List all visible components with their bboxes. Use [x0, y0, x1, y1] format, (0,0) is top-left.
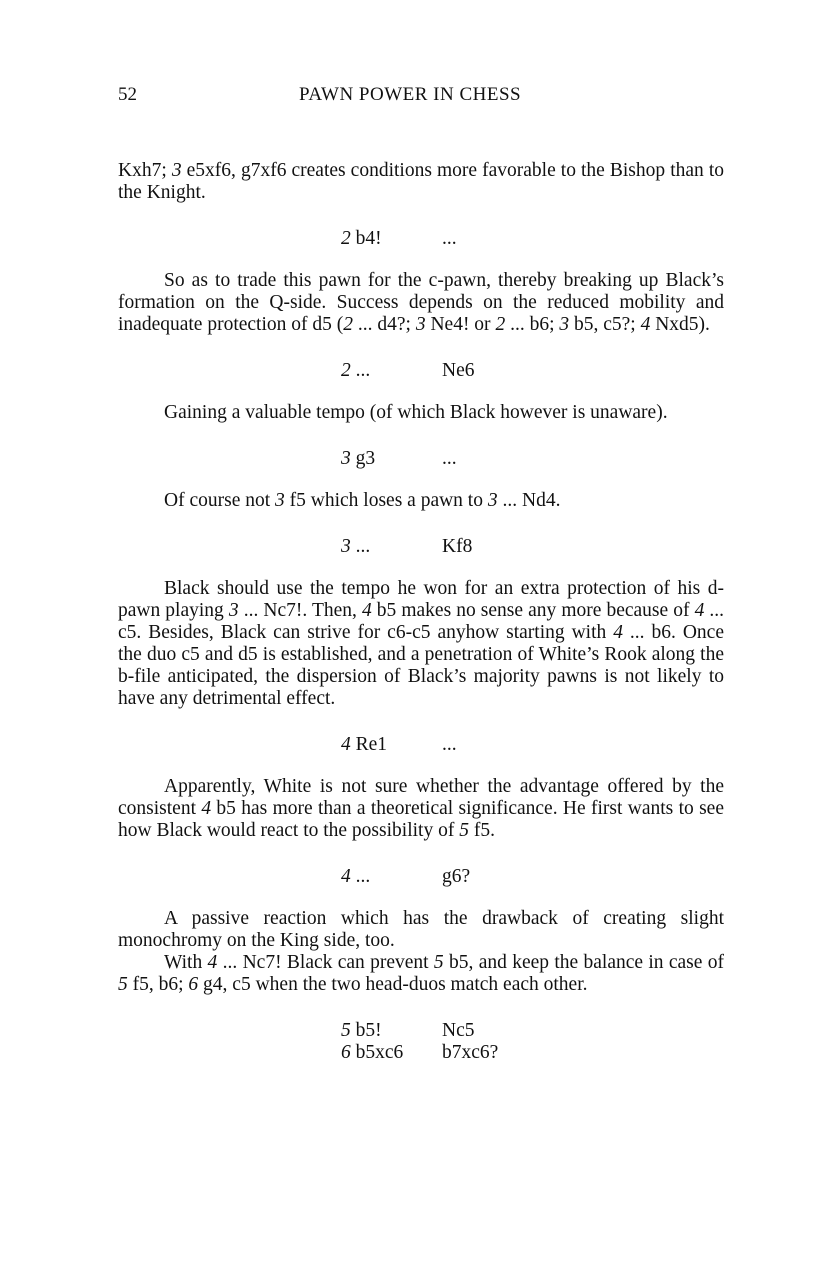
text-run: f5, b6;	[127, 974, 189, 995]
text-run: Apparently, White is not sure whether the advantage offered by the consistent	[118, 776, 724, 819]
move-number: 4	[201, 798, 212, 819]
move-number: 4	[207, 952, 218, 973]
move-number: 4	[613, 622, 623, 643]
move-number: 6	[188, 974, 199, 995]
move-line	[118, 734, 724, 756]
text-run: So as to trade this pawn for the c-pawn, thereby breaking up Black’s formation on the Q-side. Success depends on the reduced mobility and inadequate protection of d5 (	[118, 270, 724, 335]
spacer	[118, 336, 724, 360]
spacer	[118, 204, 724, 228]
text-run: ... c5. Besides, Black can strive for c6-c5 anyhow starting with	[118, 600, 725, 643]
white-move-text: b5!	[350, 1020, 382, 1041]
spacer	[118, 382, 724, 402]
white-move-text: ...	[350, 360, 371, 381]
move-line	[118, 866, 724, 888]
white-move	[341, 866, 370, 888]
move-number: 3	[275, 490, 285, 511]
text-run: A passive reaction which has the drawback of creating slight monochromy on the King side, too.	[118, 908, 724, 951]
text-run: Kxh7;	[118, 160, 172, 181]
white-move	[341, 228, 382, 250]
text-run: f5 which loses a pawn to	[284, 490, 488, 511]
move-number: 5	[459, 820, 469, 841]
text-run: ... b6;	[505, 314, 560, 335]
text-run: Black should use the tempo he won for an extra protection of his d-pawn playing	[118, 578, 724, 621]
black-move: Kf8	[442, 536, 473, 557]
move-line	[118, 536, 724, 558]
white-move-text: ...	[350, 866, 371, 887]
text-run: b5, and keep the balance in case of	[443, 952, 724, 973]
text-run: ... Nc7! Black can prevent	[217, 952, 434, 973]
black-move: ...	[442, 448, 457, 469]
page-header	[0, 84, 840, 110]
commentary-paragraph	[118, 908, 724, 952]
move-line	[118, 228, 724, 250]
spacer	[118, 424, 724, 448]
white-move	[341, 1020, 382, 1042]
move-number: 3	[341, 536, 351, 557]
black-move: Ne6	[442, 360, 475, 381]
spacer	[118, 842, 724, 866]
spacer	[118, 250, 724, 270]
commentary-paragraph	[118, 578, 724, 710]
commentary-paragraph	[118, 270, 724, 336]
black-move: g6?	[442, 866, 471, 887]
spacer	[118, 996, 724, 1020]
running-title: PAWN POWER IN CHESS	[299, 84, 522, 105]
move-number: 2	[341, 360, 351, 381]
white-move-text: g3	[350, 448, 376, 469]
white-move-text: ...	[350, 536, 371, 557]
text-run: ... b6. Once the duo c5 and d5 is established, and a penetration of White’s Rook along the b-file anticipated, the dispersion of Black’s majority pawns is not likely to have any detrimental effect.	[118, 622, 724, 709]
spacer	[118, 558, 724, 578]
white-move-text: b5xc6	[350, 1042, 404, 1063]
spacer	[118, 756, 724, 776]
text-run: f5.	[468, 820, 495, 841]
move-number: 4	[341, 866, 351, 887]
black-move: Nc5	[442, 1020, 475, 1041]
commentary-paragraph	[118, 776, 724, 842]
white-move-text: Re1	[350, 734, 388, 755]
move-number: 5	[341, 1020, 351, 1041]
commentary-paragraph	[118, 160, 724, 204]
commentary-paragraph	[118, 952, 724, 996]
move-number: 4	[361, 600, 372, 621]
body-text	[118, 160, 724, 1064]
text-run: Of course not	[164, 490, 276, 511]
move-line	[118, 1020, 724, 1042]
move-number: 2	[341, 228, 351, 249]
move-number: 3	[487, 490, 498, 511]
text-run: g4, c5 when the two head-duos match each other.	[198, 974, 588, 995]
spacer	[118, 888, 724, 908]
move-number: 3	[415, 314, 426, 335]
text-run: b5 has more than a theoretical significance. He first wants to see how Black would react to the possibility of	[118, 798, 724, 841]
move-line	[118, 1042, 724, 1064]
text-run: e5xf6, g7xf6 creates conditions more favorable to the Bishop than to the Knight.	[118, 160, 724, 203]
text-run: ... Nd4.	[497, 490, 561, 511]
move-line	[118, 360, 724, 382]
black-move: b7xc6?	[442, 1042, 499, 1063]
spacer	[118, 710, 724, 734]
move-number: 3	[341, 448, 351, 469]
move-number: 3	[228, 600, 239, 621]
move-number: 5	[118, 974, 128, 995]
spacer	[118, 512, 724, 536]
spacer	[118, 470, 724, 490]
move-number: 4	[694, 600, 705, 621]
white-move	[341, 536, 370, 558]
text-run: With	[164, 952, 208, 973]
move-number: 2	[495, 314, 506, 335]
text-run: b5, c5?;	[569, 314, 641, 335]
white-move-text: b4!	[350, 228, 382, 249]
text-run: ... Nc7!. Then,	[238, 600, 362, 621]
move-line	[118, 448, 724, 470]
move-number: 6	[341, 1042, 351, 1063]
white-move	[341, 734, 387, 756]
commentary-paragraph	[118, 402, 724, 424]
move-number: 3	[171, 160, 182, 181]
text-run: b5 makes no sense any more because of	[371, 600, 695, 621]
white-move	[341, 448, 375, 470]
black-move: ...	[442, 734, 457, 755]
text-run: Gaining a valuable tempo (of which Black however is unaware).	[164, 402, 668, 423]
move-number: 2	[343, 314, 353, 335]
move-number: 4	[341, 734, 351, 755]
white-move	[341, 1042, 403, 1064]
page-number: 52	[118, 84, 137, 105]
text-run: Nxd5).	[650, 314, 710, 335]
commentary-paragraph	[118, 490, 724, 512]
move-number: 5	[433, 952, 444, 973]
move-number: 4	[640, 314, 651, 335]
black-move: ...	[442, 228, 457, 249]
text-run: ... d4?;	[353, 314, 416, 335]
white-move	[341, 360, 370, 382]
move-number: 3	[559, 314, 570, 335]
text-run: Ne4! or	[425, 314, 496, 335]
